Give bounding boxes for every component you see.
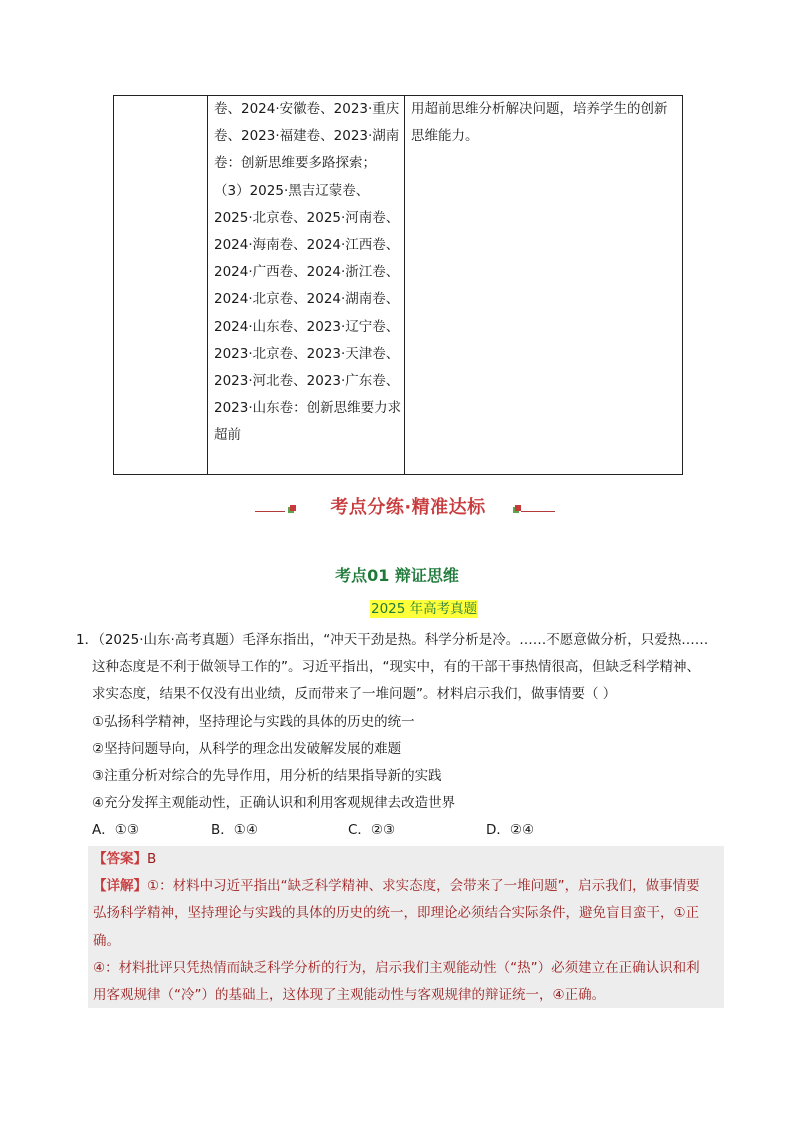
table-cell-line: 卷：创新思维要多路探索；: [214, 155, 376, 172]
table-cell-objective: [405, 96, 683, 475]
table-cell-line: 用超前思维分析解决问题，培养学生的创新: [411, 101, 668, 117]
detail-text: 用客观规律（“冷”）的基础上，这体现了主观能动性与客观规律的辩证统一，④正确。: [93, 987, 606, 1004]
table-cell-line: 卷、2023·福建卷、2023·湖南: [214, 128, 400, 145]
option-c: C．②③: [348, 822, 396, 838]
table-cell-line: 超前: [214, 427, 241, 444]
table-cell-line: 2023·河北卷、2023·广东卷、: [214, 373, 400, 390]
question-stem: [76, 627, 736, 817]
detail-text: 弘扬科学精神，坚持理论与实践的具体的历史的统一，即理论必须结合实际条件，避免盲目蛮干，①正: [93, 905, 700, 922]
detail-tag: 【详解】: [93, 878, 147, 895]
detail-line: [93, 873, 723, 900]
syllabus-table-continuation: [113, 95, 683, 475]
detail-line: [93, 928, 723, 955]
detail-line: [93, 900, 723, 927]
table-cell-line: 2024·山东卷、2023·辽宁卷、: [214, 318, 400, 335]
table-cell-line: 2024·海南卷、2024·江西卷、: [214, 237, 400, 254]
table-cell-line: 思维能力。: [411, 128, 479, 145]
detail-line: [93, 982, 723, 1009]
answer-value: B: [147, 851, 157, 867]
table-row: [114, 96, 683, 475]
table-cell-line: 卷、2024·安徽卷、2023·重庆: [214, 101, 400, 117]
detail-text: 确。: [93, 932, 120, 949]
option-a: A．①③: [92, 822, 139, 838]
detail-text: ④：材料批评只凭热情而缺乏科学分析的行为，启示我们主观能动性（“热”）必须建立在正确认识和利: [93, 959, 700, 976]
table-cell-line: （3）2025·黑吉辽蒙卷、: [214, 182, 370, 199]
question-line: ②坚持问题导向，从科学的理念出发破解发展的难题: [92, 740, 402, 757]
section-banner-title: 考点分练·精准达标: [330, 497, 486, 518]
banner-ornament-right: [513, 505, 521, 513]
answer-tag: 【答案】: [93, 851, 147, 867]
table-cell-line: 2025·北京卷、2025·河南卷、: [214, 209, 400, 226]
section-banner: [255, 494, 555, 522]
table-cell-line: 2024·北京卷、2024·湖南卷、: [214, 291, 400, 308]
banner-rule-left: [255, 511, 285, 512]
banner-ornament-left: [288, 505, 296, 513]
table-cell-empty: [114, 96, 208, 475]
banner-rule-right: [521, 511, 555, 512]
year-tag: 2025 年高考真题: [371, 601, 478, 617]
table-cell-line: 2023·山东卷：创新思维要力求: [214, 400, 402, 417]
table-cell-line: 2024·广西卷、2024·浙江卷、: [214, 264, 400, 281]
answer-line: [93, 846, 723, 873]
question-line: ③注重分析对综合的先导作用，用分析的结果指导新的实践: [92, 768, 442, 785]
question-line: ④充分发挥主观能动性，正确认识和利用客观规律去改造世界: [92, 795, 456, 812]
option-b: B．①④: [211, 822, 258, 838]
question-line: ①弘扬科学精神，坚持理论与实践的具体的历史的统一: [92, 713, 415, 730]
kaodian-title: 考点01 辩证思维: [335, 566, 459, 585]
question-line: 求实态度，结果不仅没有出业绩，反而带来了一堆问题”。材料启示我们，做事情要（ ）: [92, 686, 617, 703]
answer-explanation: [93, 846, 723, 1009]
detail-text: ①：材料中习近平指出“缺乏科学精神、求实态度，会带来了一堆问题”，启示我们，做事情要: [147, 878, 700, 895]
detail-line: [93, 955, 723, 982]
table-cell-line: 2023·北京卷、2023·天津卷、: [214, 345, 400, 362]
table-cell-exam-sources: [208, 96, 405, 475]
answer-options: [92, 818, 612, 842]
question-line: 这种态度是不利于做领导工作的”。习近平指出，“现实中，有的干部干事热情很高，但缺乏科学精神、: [92, 659, 700, 676]
option-d: D．②④: [486, 822, 535, 838]
question-line: 1．（2025·山东·高考真题）毛泽东指出，“冲天干劲是热。科学分析是冷。……不愿意做分析，只爱热……: [76, 632, 709, 648]
